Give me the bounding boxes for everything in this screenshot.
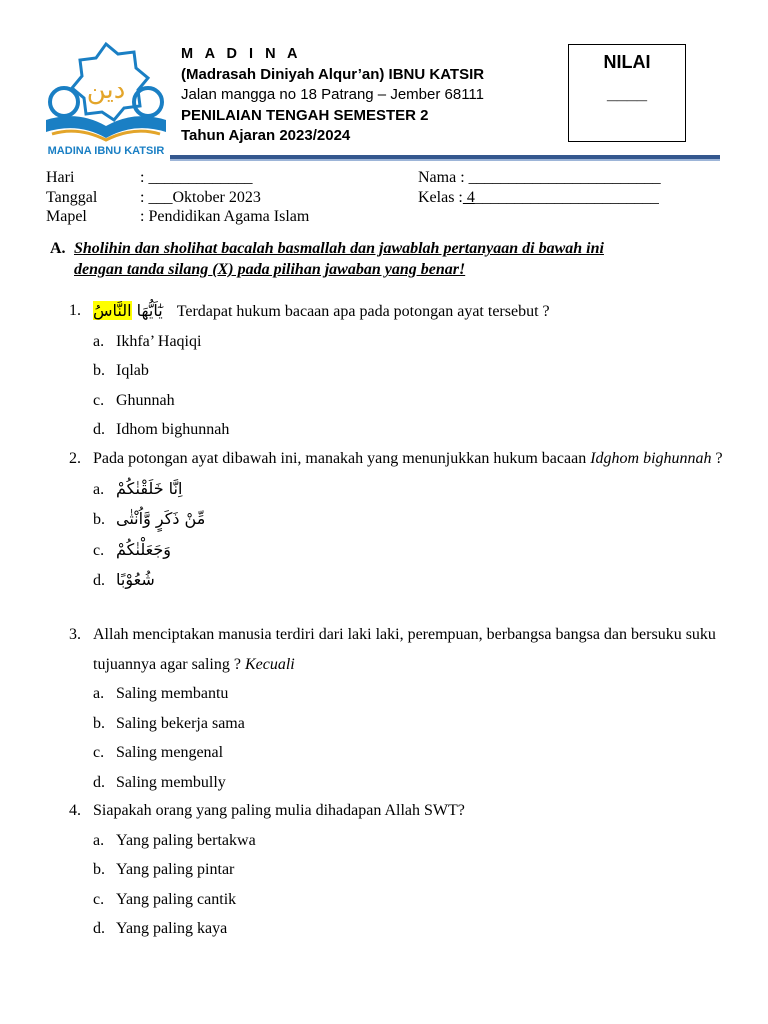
section-a-line1: Sholihin dan sholihat bacalah basmallah dan jawablah pertanyaan di bawah ini xyxy=(74,240,604,257)
info-tanggal-label: Tanggal xyxy=(46,189,98,206)
score-blank: ____ xyxy=(606,83,648,103)
header-divider xyxy=(170,155,720,161)
question-1-text: Terdapat hukum bacaan apa pada potongan ayat tersebut ? xyxy=(176,303,550,320)
school-header xyxy=(181,44,484,147)
question-number: 2. xyxy=(69,450,81,467)
question-2 xyxy=(69,444,729,596)
info-tanggal xyxy=(46,188,261,208)
octagon-star-icon xyxy=(38,40,174,160)
question-number: 4. xyxy=(69,802,81,819)
school-fullname: (Madrasah Diniyah Alqur’an) IBNU KATSIR xyxy=(181,65,485,83)
option-4c[interactable]: c. Yang paling cantik xyxy=(93,890,237,908)
school-logo xyxy=(38,40,174,160)
option-3b[interactable]: b. Saling bekerja sama xyxy=(93,714,245,732)
question-3-text: Allah menciptakan manusia terdiri dari laki laki, perempuan, berbangsa bangsa dan bersuku suku tujuannya agar saling ? xyxy=(93,626,716,673)
option-4d[interactable]: d. Yang paling kaya xyxy=(93,920,228,937)
question-1-arabic xyxy=(93,301,163,320)
option-3c[interactable]: c. Saling mengenal xyxy=(93,744,224,761)
question-number: 1. xyxy=(69,302,81,319)
option-1b[interactable]: b. Iqlab xyxy=(93,362,149,379)
option-2d[interactable]: d. شُعُوْبًا xyxy=(93,570,155,589)
info-kelas-label: Kelas : xyxy=(418,189,463,206)
exam-title: PENILAIAN TENGAH SEMESTER 2 xyxy=(181,106,429,124)
option-3a[interactable]: a. Saling membantu xyxy=(93,685,229,702)
option-4a[interactable]: a. Yang paling bertakwa xyxy=(93,831,256,849)
option-2c[interactable]: c. وَجَعَلْنٰكُمْ xyxy=(93,539,171,559)
question-4 xyxy=(69,796,729,944)
info-hari-label: Hari xyxy=(46,169,75,186)
logo-caption: MADINA IBNU KATSIR xyxy=(47,145,165,157)
question-3 xyxy=(69,620,729,797)
question-number: 3. xyxy=(69,626,81,643)
option-2a[interactable]: a. اِنَّا خَلَقْنٰكُمْ xyxy=(93,478,183,498)
info-nama-value[interactable]: ________________________ xyxy=(464,169,661,186)
question-1-arabic-plain: يٰٓاَيُّهَا xyxy=(136,301,163,320)
info-nama xyxy=(418,168,661,188)
section-a-instruction xyxy=(50,238,740,280)
logo-arabic-text: دين xyxy=(86,75,126,105)
score-label: NILAI xyxy=(603,52,651,72)
info-hari xyxy=(46,168,252,188)
question-4-text: Siapakah orang yang paling mulia dihadapan Allah SWT? xyxy=(93,802,465,819)
question-3-italic: Kecuali xyxy=(244,655,295,673)
info-nama-label: Nama : xyxy=(418,169,465,186)
section-a-marker: A. xyxy=(50,240,66,257)
option-2b[interactable]: b. مِّنْ ذَكَرٍ وَّاُنْثٰى xyxy=(93,509,206,528)
score-box[interactable] xyxy=(568,44,686,142)
question-1 xyxy=(69,296,729,445)
question-2-text: Pada potongan ayat dibawah ini, manakah yang menunjukkan hukum bacaan xyxy=(93,450,591,467)
option-1d[interactable]: d. Idhom bighunnah xyxy=(93,421,230,438)
question-2-tail: ? xyxy=(711,450,723,467)
info-kelas-value[interactable]: 4 xyxy=(462,189,475,206)
info-mapel-value: : Pendidikan Agama Islam xyxy=(140,208,310,225)
info-tanggal-value[interactable]: : ___Oktober 2023 xyxy=(140,189,261,206)
option-1a[interactable]: a. Ikhfa’ Haqiqi xyxy=(93,332,202,350)
info-mapel xyxy=(46,207,309,227)
info-kelas-tail: _______________________ xyxy=(474,189,659,206)
option-4b[interactable]: b. Yang paling pintar xyxy=(93,861,235,878)
question-1-arabic-highlight: النَّاسُ xyxy=(93,301,132,320)
school-year: Tahun Ajaran 2023/2024 xyxy=(181,127,351,144)
question-2-italic: Idghom bighunnah xyxy=(590,450,712,467)
info-mapel-label: Mapel xyxy=(46,208,87,225)
section-a-line2: dengan tanda silang (X) pada pilihan jawaban yang benar! xyxy=(74,261,466,278)
info-kelas xyxy=(418,188,659,208)
school-name: M A D I N A xyxy=(181,46,302,62)
school-address: Jalan mangga no 18 Patrang – Jember 68111 xyxy=(181,86,484,103)
info-hari-value[interactable]: : _____________ xyxy=(140,169,253,186)
option-3d[interactable]: d. Saling membully xyxy=(93,773,226,791)
option-1c[interactable]: c. Ghunnah xyxy=(93,391,175,409)
